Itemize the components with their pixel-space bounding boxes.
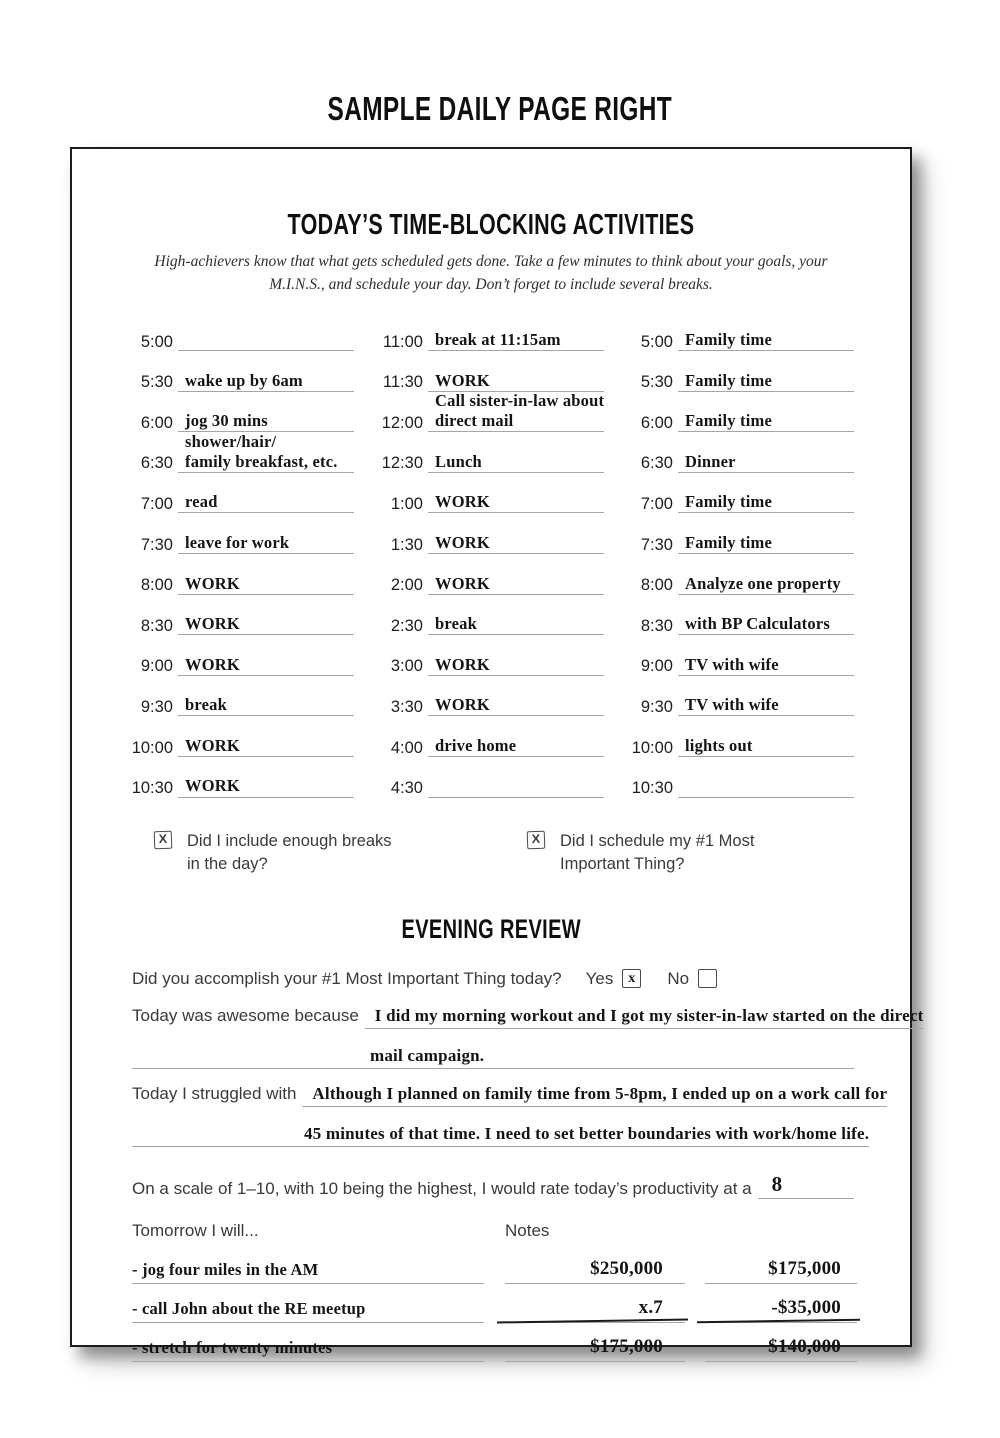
time-slot <box>378 595 604 636</box>
time-slot <box>378 513 604 554</box>
entry-text: WORK <box>185 654 240 674</box>
time-label: 11:30 <box>382 373 423 392</box>
no-checkbox-icon <box>698 969 717 988</box>
struggled-line-2 <box>132 1123 869 1147</box>
entry-text <box>428 796 435 797</box>
entry-text: family breakfast, etc. <box>185 451 338 471</box>
time-slot <box>128 432 354 473</box>
entry-above-text: shower/hair/ <box>185 431 277 451</box>
time-slot <box>378 757 604 798</box>
entry-text: Lunch <box>435 451 482 471</box>
entry-text <box>178 349 185 350</box>
time-label: 8:30 <box>640 616 673 635</box>
entry-line <box>678 635 854 676</box>
entry-text: WORK <box>185 776 240 796</box>
time-label: 12:00 <box>381 413 423 432</box>
time-label: 5:00 <box>140 332 173 351</box>
entry-line <box>678 554 854 595</box>
time-label: 1:00 <box>390 494 423 513</box>
tomorrow-list <box>132 1221 484 1362</box>
awesome-row <box>132 1005 924 1029</box>
time-slot <box>128 513 354 554</box>
time-slot <box>128 716 354 757</box>
time-slot <box>378 311 604 352</box>
entry-text: Family time <box>685 492 772 512</box>
entry-line <box>678 716 854 757</box>
time-label: 10:00 <box>631 738 673 757</box>
entry-line <box>678 513 854 554</box>
time-label: 6:00 <box>140 413 173 432</box>
awesome-label: Today was awesome because <box>132 1005 359 1025</box>
time-label: 11:00 <box>382 332 423 351</box>
entry-text: jog 30 mins <box>185 411 268 431</box>
yes-checkbox-icon <box>622 969 641 988</box>
time-label: 9:30 <box>640 697 673 716</box>
planner-page <box>70 147 924 1357</box>
time-label: 8:00 <box>140 576 173 595</box>
entry-text: WORK <box>435 695 490 715</box>
checkbox-icon <box>527 830 546 849</box>
time-label: 3:00 <box>390 657 423 676</box>
time-slot <box>378 635 604 676</box>
time-slot <box>378 392 604 433</box>
check-enough-breaks <box>128 830 491 876</box>
time-slot <box>378 676 604 717</box>
time-label: 2:00 <box>390 576 423 595</box>
entry-text: WORK <box>435 654 490 674</box>
yes-x-mark: x <box>628 970 636 986</box>
entry-above-text: Call sister-in-law about <box>435 391 605 411</box>
time-label: 12:30 <box>381 454 423 473</box>
yes-option <box>586 969 642 989</box>
time-label: 9:00 <box>140 657 173 676</box>
entry-line <box>678 392 854 433</box>
entry-text: break <box>185 695 227 715</box>
entry-line <box>428 351 604 392</box>
entry-line <box>678 595 854 636</box>
time-slot <box>628 392 854 433</box>
entry-line <box>178 392 354 433</box>
entry-text: WORK <box>435 492 490 512</box>
time-slot <box>628 432 854 473</box>
check-enough-breaks-label: Did I include enough breaks in the day? <box>187 831 392 873</box>
tomorrow-item: - jog four miles in the AM <box>132 1245 484 1284</box>
struggled-label: Today I struggled with <box>132 1083 297 1103</box>
time-label: 4:00 <box>390 738 423 757</box>
entry-line <box>428 595 604 636</box>
entry-text: WORK <box>435 573 490 593</box>
awesome-text-1: I did my morning workout and I got my sister-in-law started on the direct <box>374 1005 924 1025</box>
time-slot <box>378 432 604 473</box>
productivity-scale-row <box>132 1171 854 1199</box>
checkbox-x-mark: X <box>531 831 541 847</box>
schedule-checkboxes <box>128 830 854 876</box>
awesome-text-2: mail campaign. <box>370 1045 485 1065</box>
entry-line <box>678 311 854 352</box>
time-slot <box>378 716 604 757</box>
time-label: 7:30 <box>140 535 173 554</box>
time-label: 3:30 <box>390 697 423 716</box>
time-blocking-header <box>72 209 910 242</box>
schedule-column <box>128 311 354 798</box>
entry-text: Family time <box>685 411 772 431</box>
time-blocking-title: TODAY’S TIME-BLOCKING ACTIVITIES <box>287 209 695 241</box>
entry-text: direct mail <box>435 411 514 431</box>
entry-line <box>178 432 354 473</box>
time-label: 6:00 <box>640 413 673 432</box>
calc-row: x.7 <box>505 1284 685 1323</box>
no-option <box>667 969 717 989</box>
struggled-text-1: Although I planned on family time from 5-8pm, I ended up on a work call for <box>312 1083 888 1103</box>
entry-text: lights out <box>685 735 753 755</box>
entry-text: read <box>185 492 218 512</box>
mit-question-row <box>132 969 854 989</box>
time-slot <box>128 676 354 717</box>
calc-row: $175,000 <box>705 1245 857 1284</box>
entry-line <box>428 473 604 514</box>
entry-text: with BP Calculators <box>685 614 830 634</box>
time-slot <box>128 554 354 595</box>
time-label: 8:30 <box>140 616 173 635</box>
entry-line <box>178 351 354 392</box>
time-label: 2:30 <box>390 616 423 635</box>
entry-line <box>178 473 354 514</box>
entry-line <box>428 311 604 352</box>
time-label: 9:00 <box>640 657 673 676</box>
schedule-grid <box>128 311 854 798</box>
entry-line <box>178 311 354 352</box>
tomorrow-label: Tomorrow I will... <box>132 1220 259 1240</box>
time-slot <box>628 473 854 514</box>
time-slot <box>378 351 604 392</box>
no-label: No <box>667 968 690 988</box>
evening-review-title: EVENING REVIEW <box>401 913 581 944</box>
tomorrow-item: - call John about the RE meetup <box>132 1284 484 1323</box>
entry-line <box>428 392 604 433</box>
entry-text: WORK <box>435 532 490 552</box>
schedule-column <box>378 311 604 798</box>
tomorrow-item: - stretch for twenty minutes <box>132 1323 484 1362</box>
struggled-line-1 <box>302 1083 887 1107</box>
entry-text: break <box>435 614 477 634</box>
struggled-text-2: 45 minutes of that time. I need to set better boundaries with work/home life. <box>304 1123 870 1143</box>
entry-line <box>178 676 354 717</box>
notes-calculations <box>505 1245 857 1362</box>
subtitle-line-2: M.I.N.S., and schedule your day. Don’t forget to include several breaks. <box>269 276 713 294</box>
page-header <box>0 90 1000 128</box>
time-label: 9:30 <box>140 697 173 716</box>
time-slot <box>628 635 854 676</box>
time-slot <box>128 635 354 676</box>
time-label: 6:30 <box>140 454 173 473</box>
time-slot <box>628 595 854 636</box>
time-slot <box>128 351 354 392</box>
entry-line <box>678 676 854 717</box>
notes-calc-column-1 <box>505 1245 685 1362</box>
time-slot <box>128 595 354 636</box>
time-label: 1:30 <box>390 535 423 554</box>
time-label: 6:30 <box>640 454 673 473</box>
time-slot <box>628 676 854 717</box>
checkbox-icon <box>154 830 173 849</box>
entry-line <box>178 757 354 798</box>
time-label: 5:30 <box>140 373 173 392</box>
entry-line <box>428 554 604 595</box>
time-slot <box>628 351 854 392</box>
time-slot <box>628 716 854 757</box>
entry-line <box>178 554 354 595</box>
entry-text: break at 11:15am <box>435 329 561 349</box>
check-scheduled-mit-label: Did I schedule my #1 Most Important Thing? <box>560 831 755 873</box>
entry-text: TV with wife <box>685 695 779 715</box>
calc-total-row: $140,000 <box>705 1323 857 1362</box>
entry-text: Family time <box>685 532 772 552</box>
time-slot <box>128 392 354 433</box>
time-label: 7:00 <box>640 494 673 513</box>
time-label: 10:30 <box>131 779 173 798</box>
bottom-section <box>132 1221 854 1362</box>
entry-text: WORK <box>185 573 240 593</box>
time-slot <box>628 757 854 798</box>
scale-value: 8 <box>771 1171 783 1196</box>
entry-line <box>428 757 604 798</box>
section-subtitle <box>72 250 910 297</box>
entry-line <box>428 635 604 676</box>
entry-line <box>678 432 854 473</box>
awesome-line-1 <box>365 1005 924 1029</box>
checkbox-x-mark: X <box>158 831 168 847</box>
schedule-column <box>628 311 854 798</box>
time-slot <box>128 473 354 514</box>
time-label: 10:00 <box>131 738 173 757</box>
notes-label: Notes <box>505 1220 550 1240</box>
entry-text: Analyze one property <box>685 573 841 593</box>
entry-line <box>678 351 854 392</box>
time-slot <box>628 311 854 352</box>
notes-calc-column-2 <box>705 1245 857 1362</box>
page-title: SAMPLE DAILY PAGE RIGHT <box>327 90 673 127</box>
time-label: 10:30 <box>631 779 673 798</box>
calc-total-row: $175,000 <box>505 1323 685 1362</box>
mit-question: Did you accomplish your #1 Most Important Thing today? <box>132 968 562 988</box>
time-label: 7:00 <box>140 494 173 513</box>
yes-label: Yes <box>585 968 614 988</box>
time-slot <box>378 473 604 514</box>
entry-text <box>678 796 685 797</box>
time-slot <box>128 311 354 352</box>
struggled-row-2 <box>132 1123 870 1147</box>
time-slot <box>628 554 854 595</box>
entry-line <box>678 473 854 514</box>
time-slot <box>128 757 354 798</box>
subtitle-line-1: High-achievers know that what gets scheduled gets done. Take a few minutes to think about your goals, your <box>154 253 828 270</box>
entry-line <box>678 757 854 798</box>
time-slot <box>378 554 604 595</box>
entry-text: drive home <box>435 735 517 755</box>
time-label: 4:30 <box>390 779 423 798</box>
entry-line <box>178 513 354 554</box>
time-slot <box>628 513 854 554</box>
entry-text: leave for work <box>185 532 290 552</box>
entry-text: Family time <box>685 329 772 349</box>
awesome-row-2 <box>132 1045 854 1069</box>
time-label: 7:30 <box>640 535 673 554</box>
entry-line <box>428 716 604 757</box>
check-scheduled-mit <box>491 830 854 876</box>
entry-text: Dinner <box>685 451 736 471</box>
entry-text: WORK <box>185 735 240 755</box>
entry-text: TV with wife <box>685 654 779 674</box>
entry-line <box>428 432 604 473</box>
scale-label: On a scale of 1–10, with 10 being the highest, I would rate today’s productivity at a <box>132 1178 752 1198</box>
time-label: 8:00 <box>640 576 673 595</box>
entry-text: WORK <box>435 370 490 390</box>
time-label: 5:00 <box>640 332 673 351</box>
entry-line <box>178 716 354 757</box>
entry-line <box>428 676 604 717</box>
time-label: 5:30 <box>640 373 673 392</box>
entry-text: wake up by 6am <box>185 370 303 390</box>
entry-line <box>428 513 604 554</box>
notes-section <box>505 1221 857 1362</box>
entry-text: WORK <box>185 614 240 634</box>
scale-answer-line <box>758 1171 854 1199</box>
calc-row: $250,000 <box>505 1245 685 1284</box>
evening-review-header <box>72 914 910 945</box>
entry-line <box>178 635 354 676</box>
calc-row: -$35,000 <box>705 1284 857 1323</box>
entry-text: Family time <box>685 370 772 390</box>
awesome-line-2 <box>132 1045 854 1069</box>
struggled-row <box>132 1083 888 1107</box>
entry-line <box>178 595 354 636</box>
